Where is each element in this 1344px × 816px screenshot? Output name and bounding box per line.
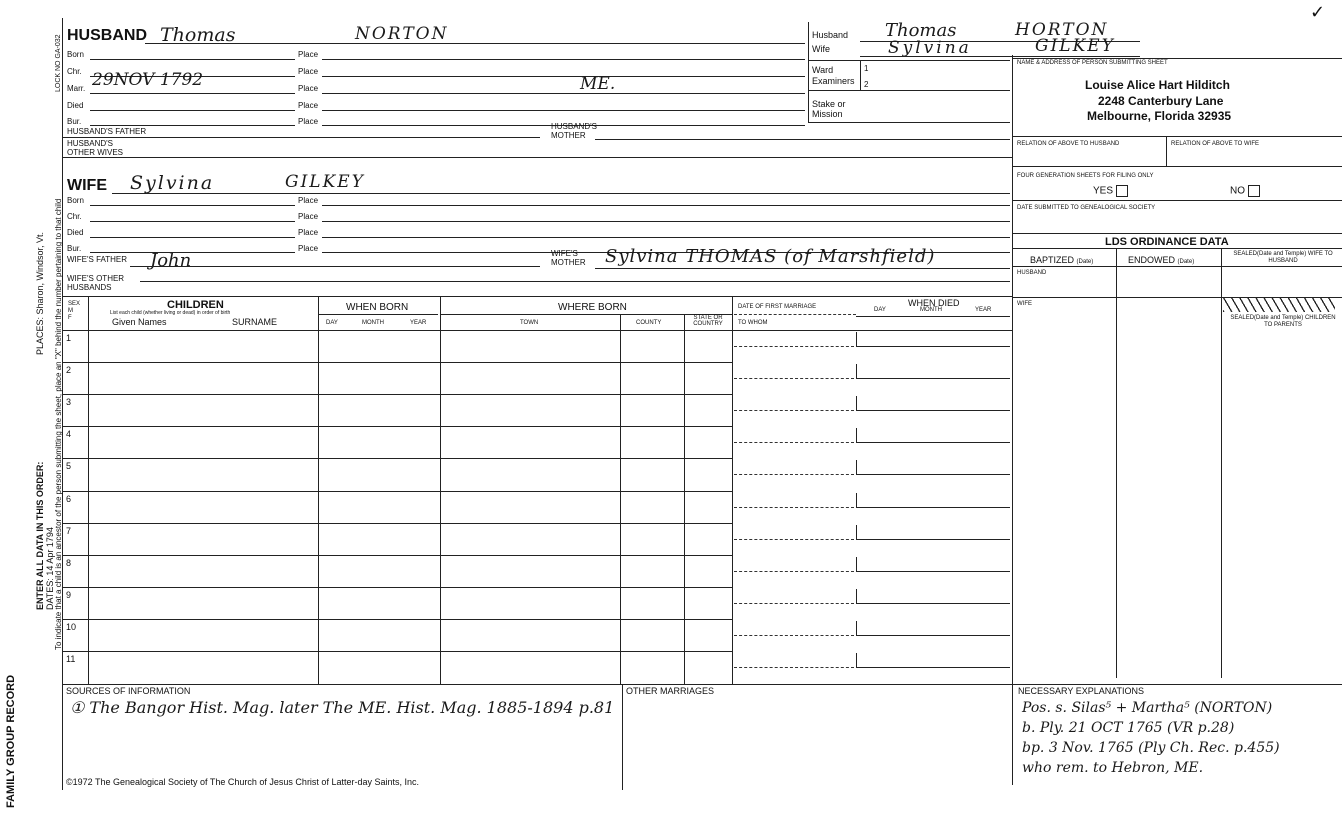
wife-first-name: Sylvina (130, 172, 215, 194)
child-row-number: 6 (66, 493, 72, 504)
submitter-city: Melbourne, Florida 32935 (1087, 109, 1232, 123)
checkmark-icon: ✓ (1310, 2, 1326, 23)
header-wife-first: Sylvina (888, 38, 972, 58)
child-row-number: 10 (66, 621, 77, 632)
husband-last-name: NORTON (355, 24, 449, 44)
submitter-name: Louise Alice Hart Hilditch (1085, 78, 1230, 92)
wife-title: WIFE (67, 177, 107, 194)
wife-mother-name: Sylvina THOMAS (of Marshfield) (605, 246, 936, 267)
header-husband-first: Thomas (885, 20, 957, 41)
child-row-number: 4 (66, 429, 72, 440)
lds-title: LDS ORDINANCE DATA (1105, 236, 1229, 248)
explanation-line-4: who rem. to Hebron, ME. (1022, 760, 1204, 776)
child-row-number: 7 (66, 525, 72, 536)
dates-note: DATES: 14 Apr 1794 (45, 527, 55, 610)
explanation-line-1: Pos. s. Silas⁵ + Martha⁵ (NORTON) (1022, 700, 1273, 716)
yes-checkbox[interactable]: YES (1093, 185, 1128, 198)
lock-number: LOCK NO GA-032 (55, 34, 62, 92)
sources-text: ① The Bangor Hist. Mag. later The ME. Hist. Mag. 1885-1894 p.81 (70, 698, 615, 717)
child-row-number: 3 (66, 397, 72, 408)
child-row-number: 8 (66, 557, 72, 568)
wife-last-name: GILKEY (285, 172, 365, 192)
header-wife-last: GILKEY (1035, 36, 1115, 56)
marriage-place: ME. (580, 74, 616, 94)
child-row-number: 9 (66, 589, 72, 600)
copyright: ©1972 The Genealogical Society of The Church of Jesus Christ of Latter-day Saints, Inc. (66, 777, 419, 787)
husband-first-name: Thomas (160, 24, 236, 46)
indicate-note: To indicate that a child is an ancestor of the person submitting the sheet, place an "X" behind the number pertaining to that child (54, 198, 63, 650)
other-marriages-label: OTHER MARRIAGES (626, 686, 715, 696)
header-husband-last: HORTON (1015, 20, 1109, 40)
husband-title: HUSBAND (67, 27, 147, 44)
enter-all-note: ENTER ALL DATA IN THIS ORDER: (35, 461, 45, 610)
no-checkbox[interactable]: NO (1230, 185, 1260, 198)
places-note: PLACES: Sharon, Windsor, Vt. (35, 231, 45, 355)
sources-label: SOURCES OF INFORMATION (66, 686, 191, 696)
explanation-line-2: b. Ply. 21 OCT 1765 (VR p.28) (1022, 720, 1235, 736)
submitter-street: 2248 Canterbury Lane (1098, 94, 1224, 108)
child-row-number: 1 (66, 333, 72, 343)
marriage-date: 29NOV 1792 (92, 70, 204, 90)
child-row-number: 11 (66, 654, 76, 664)
family-group-title: FAMILY GROUP RECORD (5, 674, 17, 808)
explanations-label: NECESSARY EXPLANATIONS (1018, 686, 1145, 696)
child-row-number: 2 (66, 365, 72, 376)
wife-father-name: John (150, 250, 192, 271)
explanation-line-3: bp. 3 Nov. 1765 (Ply Ch. Rec. p.455) (1022, 740, 1280, 756)
child-row-number: 5 (66, 461, 72, 472)
